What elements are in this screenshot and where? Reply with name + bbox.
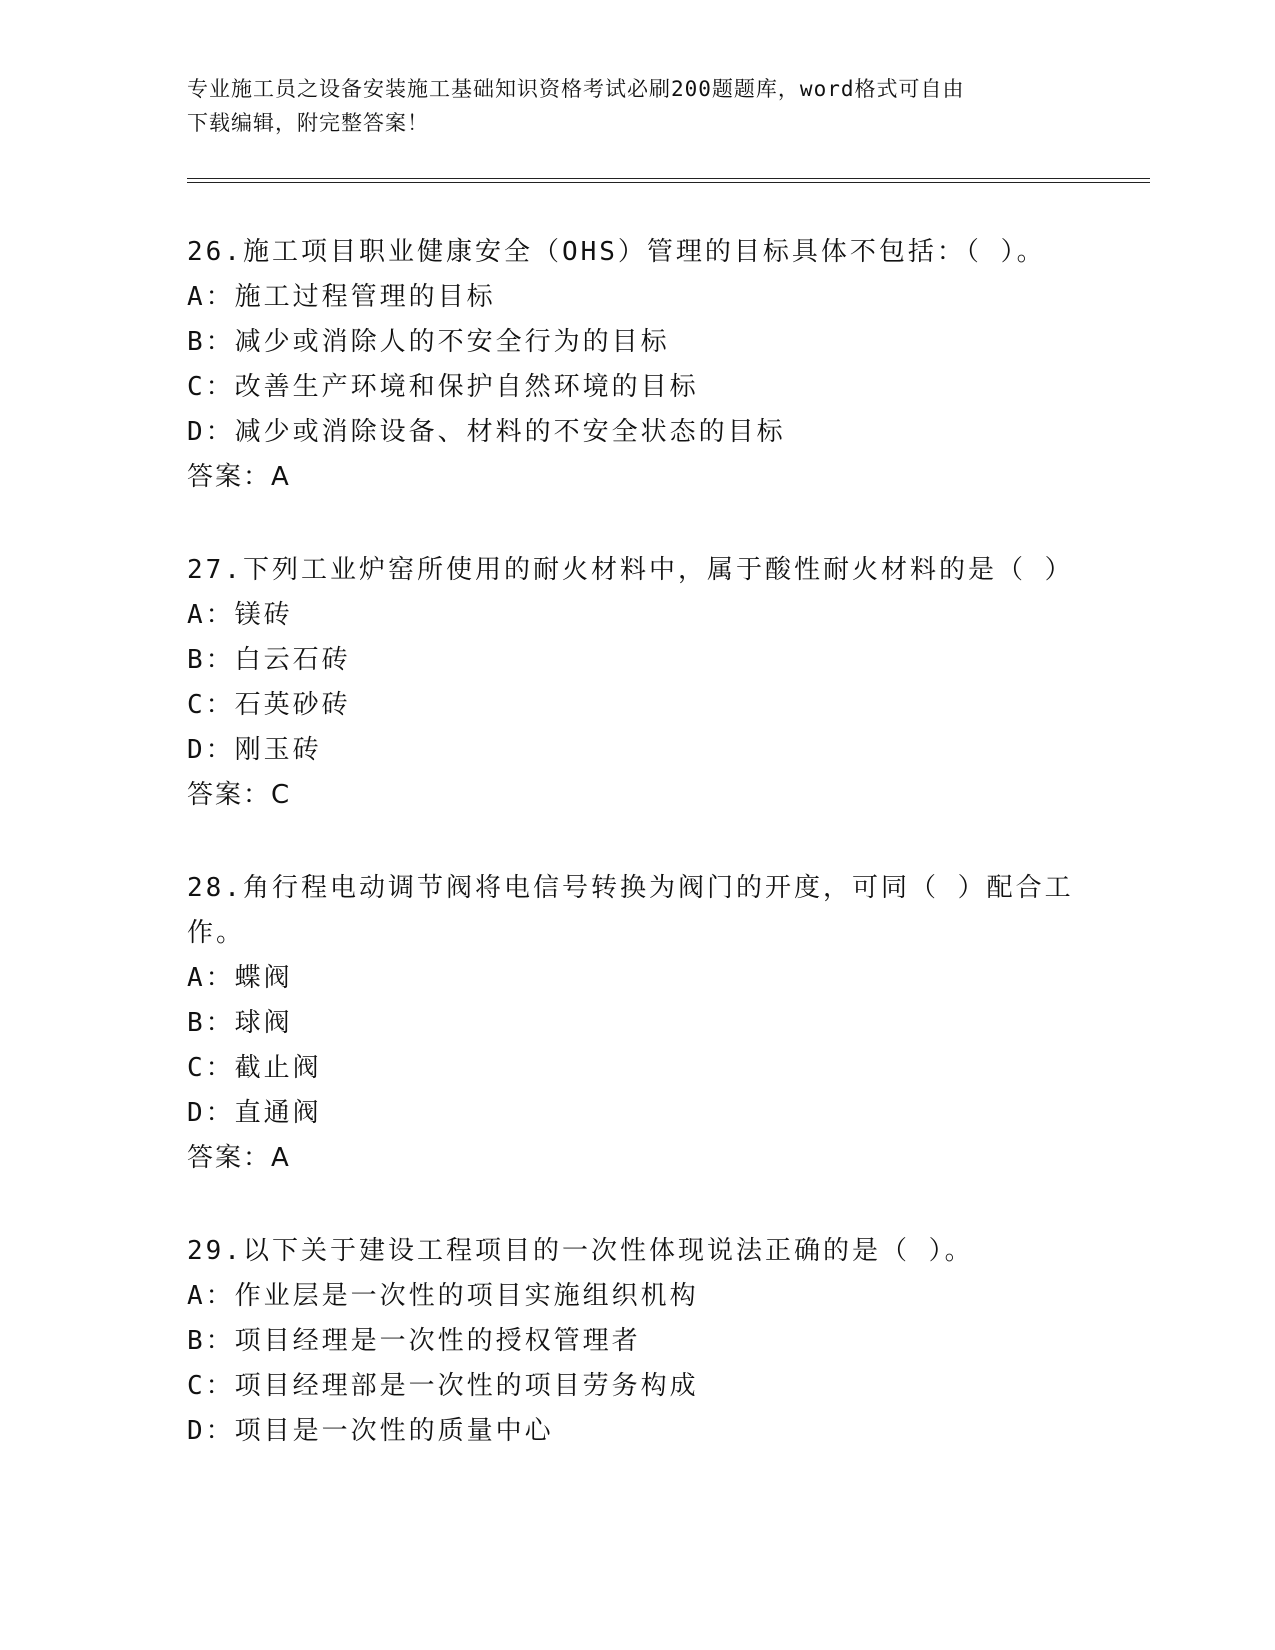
header-line-1: 专业施工员之设备安装施工基础知识资格考试必刷200题题库，word格式可自由 [187,77,965,101]
option-d: D：直通阀 [187,1098,322,1128]
question-title: 27.下列工业炉窑所使用的耐火材料中，属于酸性耐火材料的是（ ） [187,555,1074,585]
question-title: 29.以下关于建设工程项目的一次性体现说法正确的是（ ）。 [187,1236,974,1266]
option-c: C：项目经理部是一次性的项目劳务构成 [187,1371,699,1401]
option-d: D：项目是一次性的质量中心 [187,1416,554,1446]
question-29 [187,1229,1087,1454]
option-b: B：球阀 [187,1008,293,1038]
question-26 [187,230,1087,500]
option-b: B：白云石砖 [187,645,351,675]
header-divider-top [187,178,1150,179]
question-title: 26.施工项目职业健康安全（OHS）管理的目标具体不包括：（ ）。 [187,237,1046,267]
option-b: B：项目经理是一次性的授权管理者 [187,1326,641,1356]
question-27 [187,548,1087,818]
option-a: A：镁砖 [187,600,293,630]
header-line-2: 下载编辑，附完整答案！ [187,111,429,135]
option-b: B：减少或消除人的不安全行为的目标 [187,327,670,357]
answer-line: 答案：A [187,462,291,492]
option-c: C：改善生产环境和保护自然环境的目标 [187,372,699,402]
question-list [187,230,1087,1502]
option-a: A：施工过程管理的目标 [187,282,496,312]
header-divider-bottom [187,182,1150,183]
option-c: C：石英砂砖 [187,690,351,720]
answer-line: 答案：A [187,1143,291,1173]
answer-line: 答案：C [187,780,292,810]
question-28 [187,866,1087,1181]
option-d: D：减少或消除设备、材料的不安全状态的目标 [187,417,786,447]
question-title: 28.角行程电动调节阀将电信号转换为阀门的开度，可同（ ）配合工作。 [187,873,1074,948]
option-a: A：蝶阀 [187,963,293,993]
document-header [187,72,1067,140]
option-d: D：刚玉砖 [187,735,322,765]
option-a: A：作业层是一次性的项目实施组织机构 [187,1281,699,1311]
option-c: C：截止阀 [187,1053,322,1083]
